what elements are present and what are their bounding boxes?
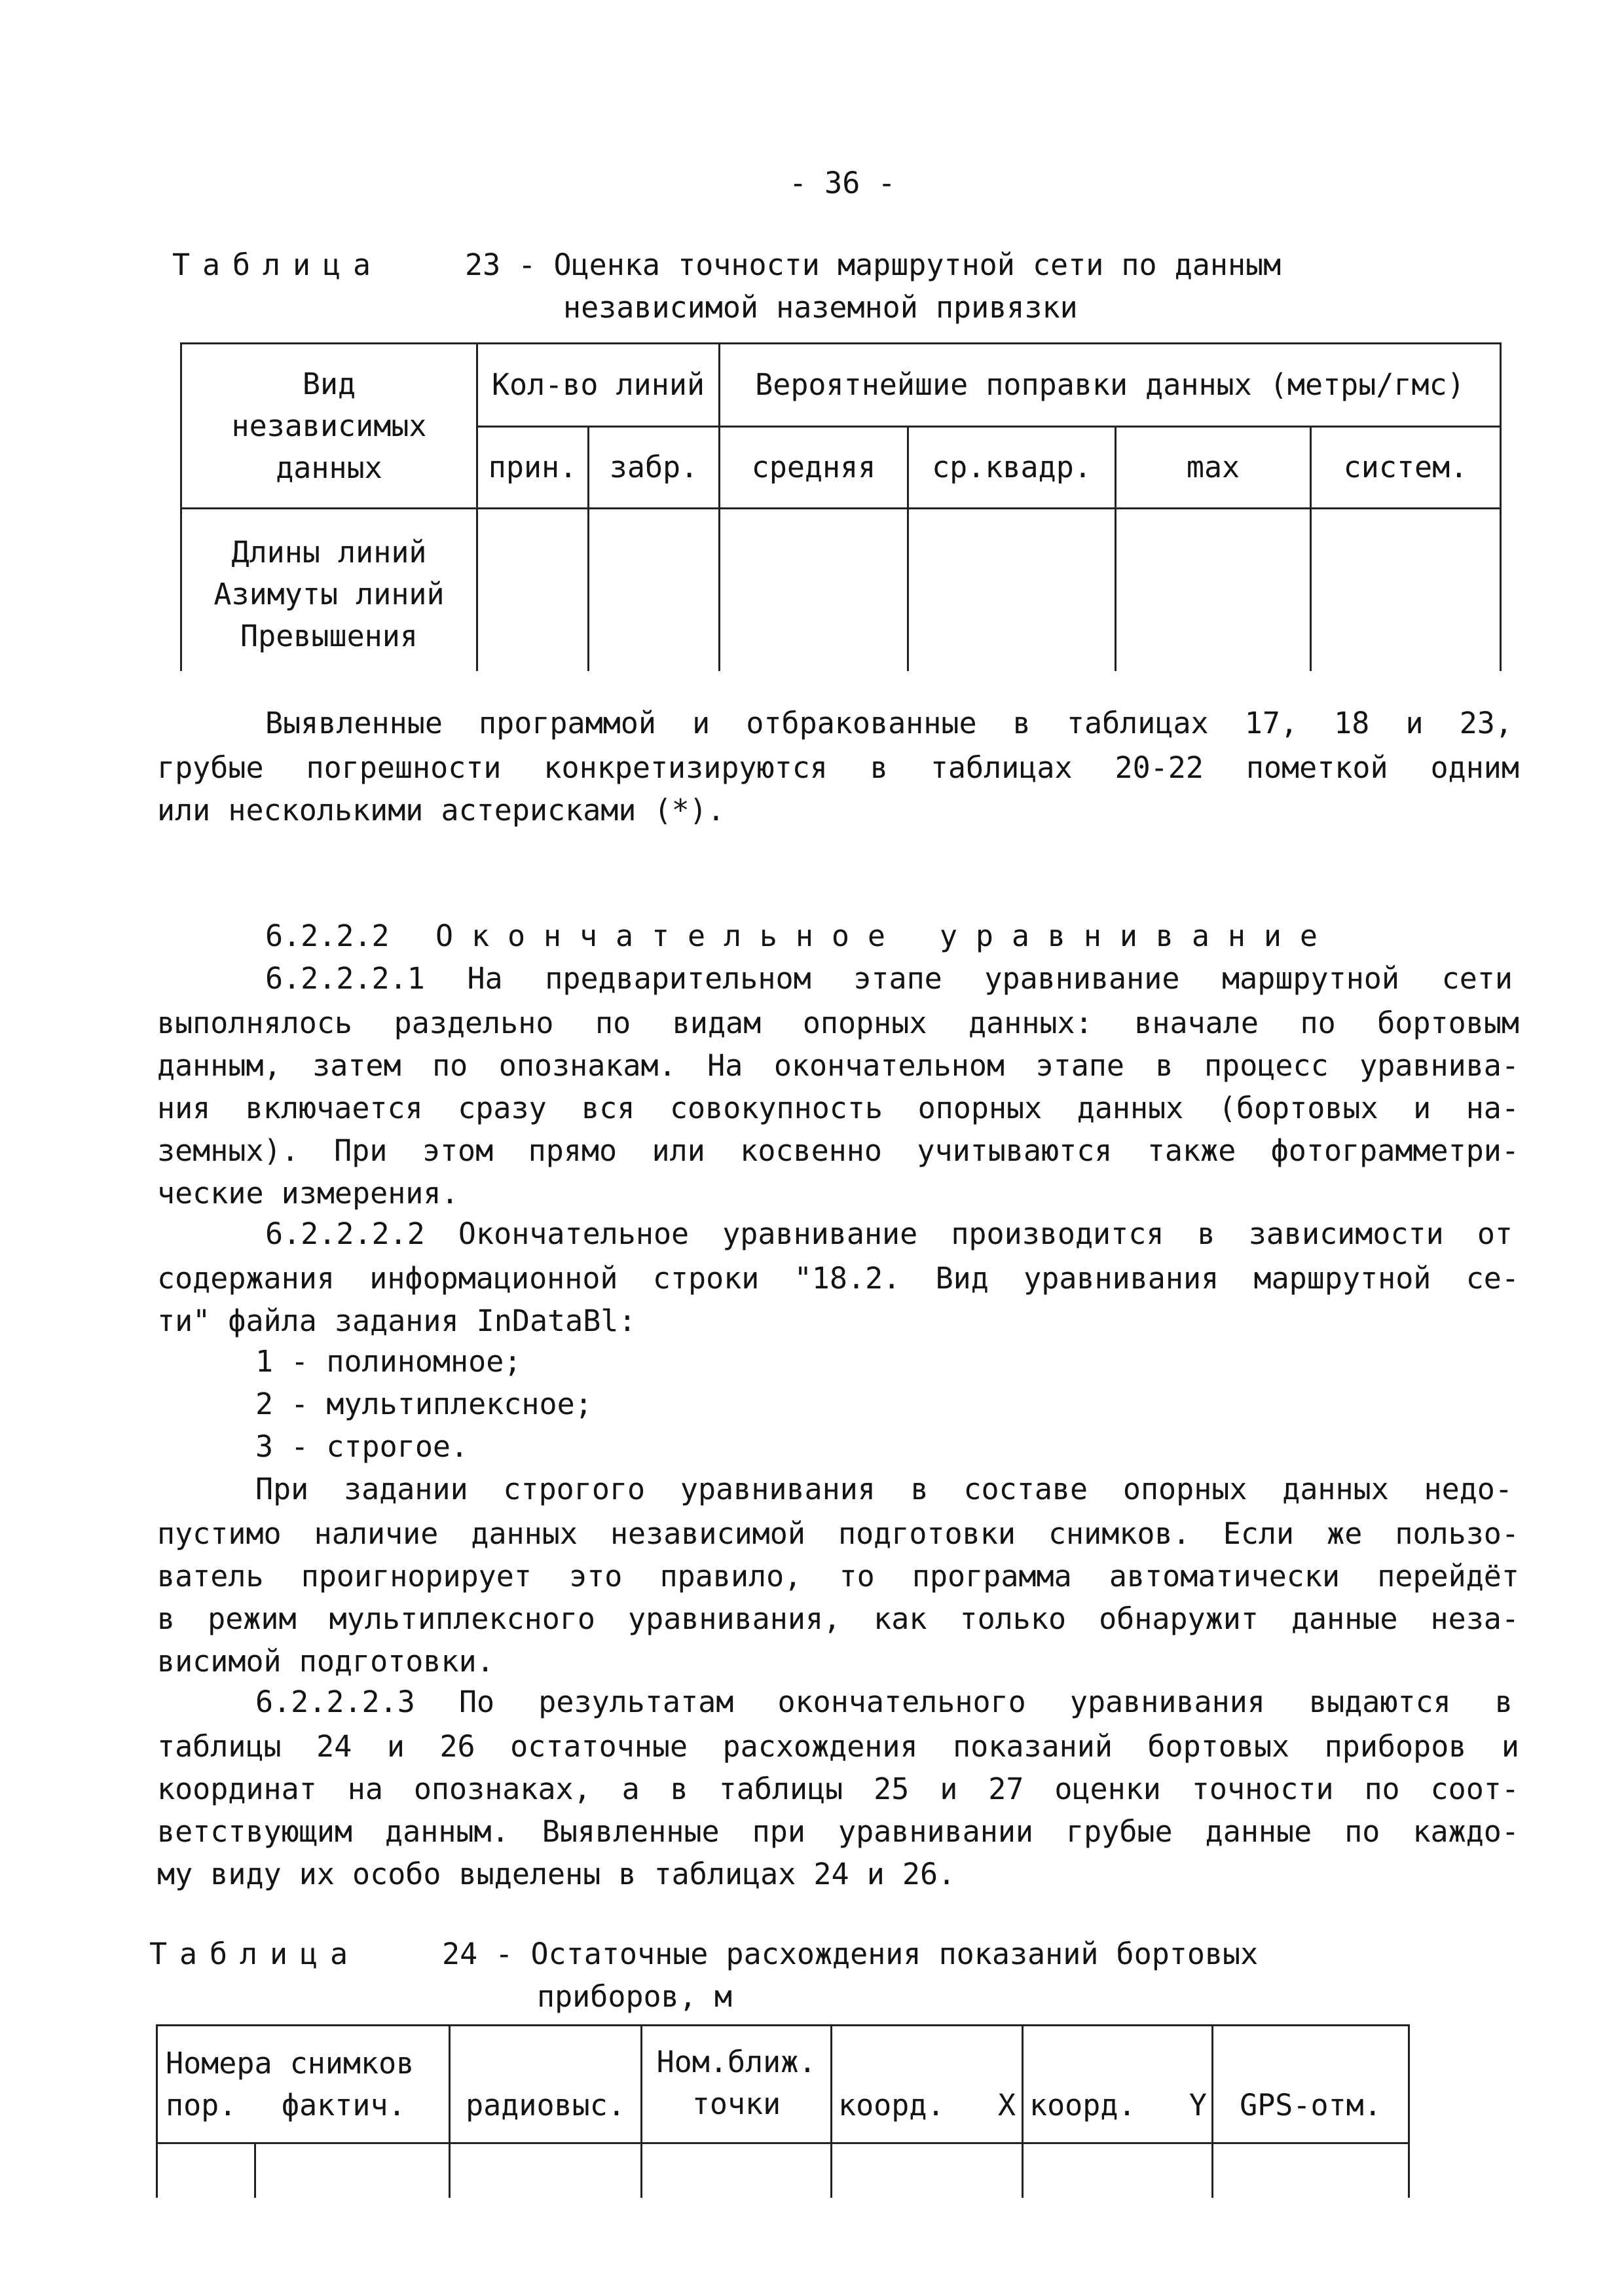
col-kind-line1: Вид bbox=[302, 367, 356, 401]
para-6-2-2-2-2-line3: ти" файла задания InDataBl: bbox=[157, 1303, 637, 1338]
table-24-snapshots-header: Номера снимков bbox=[166, 2046, 415, 2081]
table-24-por-header: пор. bbox=[166, 2088, 237, 2123]
table-23-group-lines: Кол-во линий bbox=[491, 367, 705, 402]
para-6-2-2-2-1-line4: ния включается сразу вся совокупность опорных данных (бортовых и на- bbox=[157, 1091, 1519, 1125]
table-24-radio-header: радиовыс. bbox=[466, 2088, 625, 2123]
list-item: 3 - строгое. bbox=[255, 1429, 469, 1464]
para-strict-line1: При задании строгого уравнивания в составе опорных данных недо- bbox=[255, 1472, 1513, 1506]
table-23-row-labels bbox=[182, 532, 476, 657]
table-24-gps-header: GPS-отм. bbox=[1240, 2088, 1382, 2123]
table-24-nearest-header bbox=[642, 2041, 830, 2125]
table-24-coordy-header: коорд. Y bbox=[1029, 2088, 1207, 2123]
page-number: - 36 - bbox=[789, 166, 896, 200]
table-24-coordx-header: коорд. X bbox=[838, 2088, 1016, 2123]
table-row: Превышения bbox=[240, 619, 418, 653]
table-23-sub-max: max bbox=[1186, 450, 1240, 484]
para-6-2-2-2-1-line5: земных). При этом прямо или косвенно учитываются также фотограмметри- bbox=[157, 1133, 1519, 1168]
table-23-caption-line2: независимой наземной привязки bbox=[563, 290, 1078, 325]
para1-line3: или несколькими астерисками (*). bbox=[157, 793, 725, 828]
list-item: 2 - мультиплексное; bbox=[255, 1387, 593, 1421]
table-23-sub-rms: ср.квадр. bbox=[932, 450, 1092, 484]
table-23-word: Таблица bbox=[172, 247, 383, 282]
para-6-2-2-2-1-line1: 6.2.2.2.1 На предварительном этапе уравнивание маршрутной сети bbox=[265, 961, 1513, 996]
table-23-col-kind-header bbox=[182, 363, 476, 489]
section-title: Окончательное уравнивание bbox=[435, 919, 1336, 953]
para-6-2-2-2-3-line4: ветствующим данным. Выявленные при уравнивании грубые данные по каждо- bbox=[157, 1814, 1519, 1849]
table-23-group-corrections: Вероятнейшие поправки данных (метры/гмс) bbox=[755, 367, 1465, 402]
section-number: 6.2.2.2 bbox=[265, 919, 390, 953]
table-24-word: Таблица bbox=[149, 1937, 360, 1971]
para-6-2-2-2-1-line2: выполнялось раздельно по видам опорных данных: вначале по бортовым bbox=[157, 1006, 1519, 1040]
col-kind-line2: независимых bbox=[231, 409, 427, 443]
para-strict-line4: в режим мультиплексного уравнивания, как только обнаружит данные неза- bbox=[157, 1601, 1519, 1636]
table-23-sub-mean: средняя bbox=[751, 450, 876, 484]
nearest-line2: точки bbox=[692, 2086, 781, 2121]
table-23-sub-forward: прин. bbox=[488, 450, 578, 484]
col-kind-line3: данных bbox=[276, 450, 382, 485]
para-6-2-2-2-3-line5: му виду их особо выделены в таблицах 24 и 26. bbox=[157, 1857, 956, 1891]
table-23-caption-line1: 23 - Оценка точности маршрутной сети по данным bbox=[465, 247, 1282, 282]
para1-line1: Выявленные программой и отбракованные в таблицах 17, 18 и 23, bbox=[265, 706, 1513, 740]
para-strict-line5: висимой подготовки. bbox=[157, 1644, 494, 1679]
table-24-fact-header: фактич. bbox=[282, 2088, 406, 2123]
nearest-line1: Ном.ближ. bbox=[656, 2045, 817, 2079]
table-row: Азимуты линий bbox=[213, 577, 445, 611]
para-6-2-2-2-3-line2: таблицы 24 и 26 остаточные расхождения показаний бортовых приборов и bbox=[157, 1729, 1519, 1764]
para-6-2-2-2-3-line1: 6.2.2.2.3 По результатам окончательного уравнивания выдаются в bbox=[255, 1685, 1513, 1719]
para-6-2-2-2-3-line3: координат на опознаках, а в таблицы 25 и 27 оценки точности по соот- bbox=[157, 1772, 1519, 1806]
para-6-2-2-2-1-line6: ческие измерения. bbox=[157, 1176, 459, 1211]
table-23-sub-back: забр. bbox=[609, 450, 699, 484]
table-24-caption-line2: приборов, м bbox=[537, 1979, 733, 2014]
table-23-sub-system: систем. bbox=[1343, 450, 1468, 484]
para1-line2: грубые погрешности конкретизируются в таблицах 20-22 пометкой одним bbox=[157, 750, 1519, 785]
table-row: Длины линий bbox=[231, 535, 427, 570]
para-6-2-2-2-2-line1: 6.2.2.2.2 Окончательное уравнивание производится в зависимости от bbox=[265, 1216, 1513, 1251]
para-6-2-2-2-1-line3: данным, затем по опознакам. На окончательном этапе в процесс уравнива- bbox=[157, 1048, 1519, 1083]
list-item: 1 - полиномное; bbox=[255, 1344, 522, 1379]
para-6-2-2-2-2-line2: содержания информационной строки "18.2. Вид уравнивания маршрутной се- bbox=[157, 1261, 1519, 1296]
table-24-caption-line1: 24 - Остаточные расхождения показаний бортовых bbox=[442, 1937, 1259, 1971]
para-strict-line3: ватель проигнорирует это правило, то программа автоматически перейдёт bbox=[157, 1559, 1519, 1594]
para-strict-line2: пустимо наличие данных независимой подготовки снимков. Если же пользо- bbox=[157, 1516, 1519, 1551]
